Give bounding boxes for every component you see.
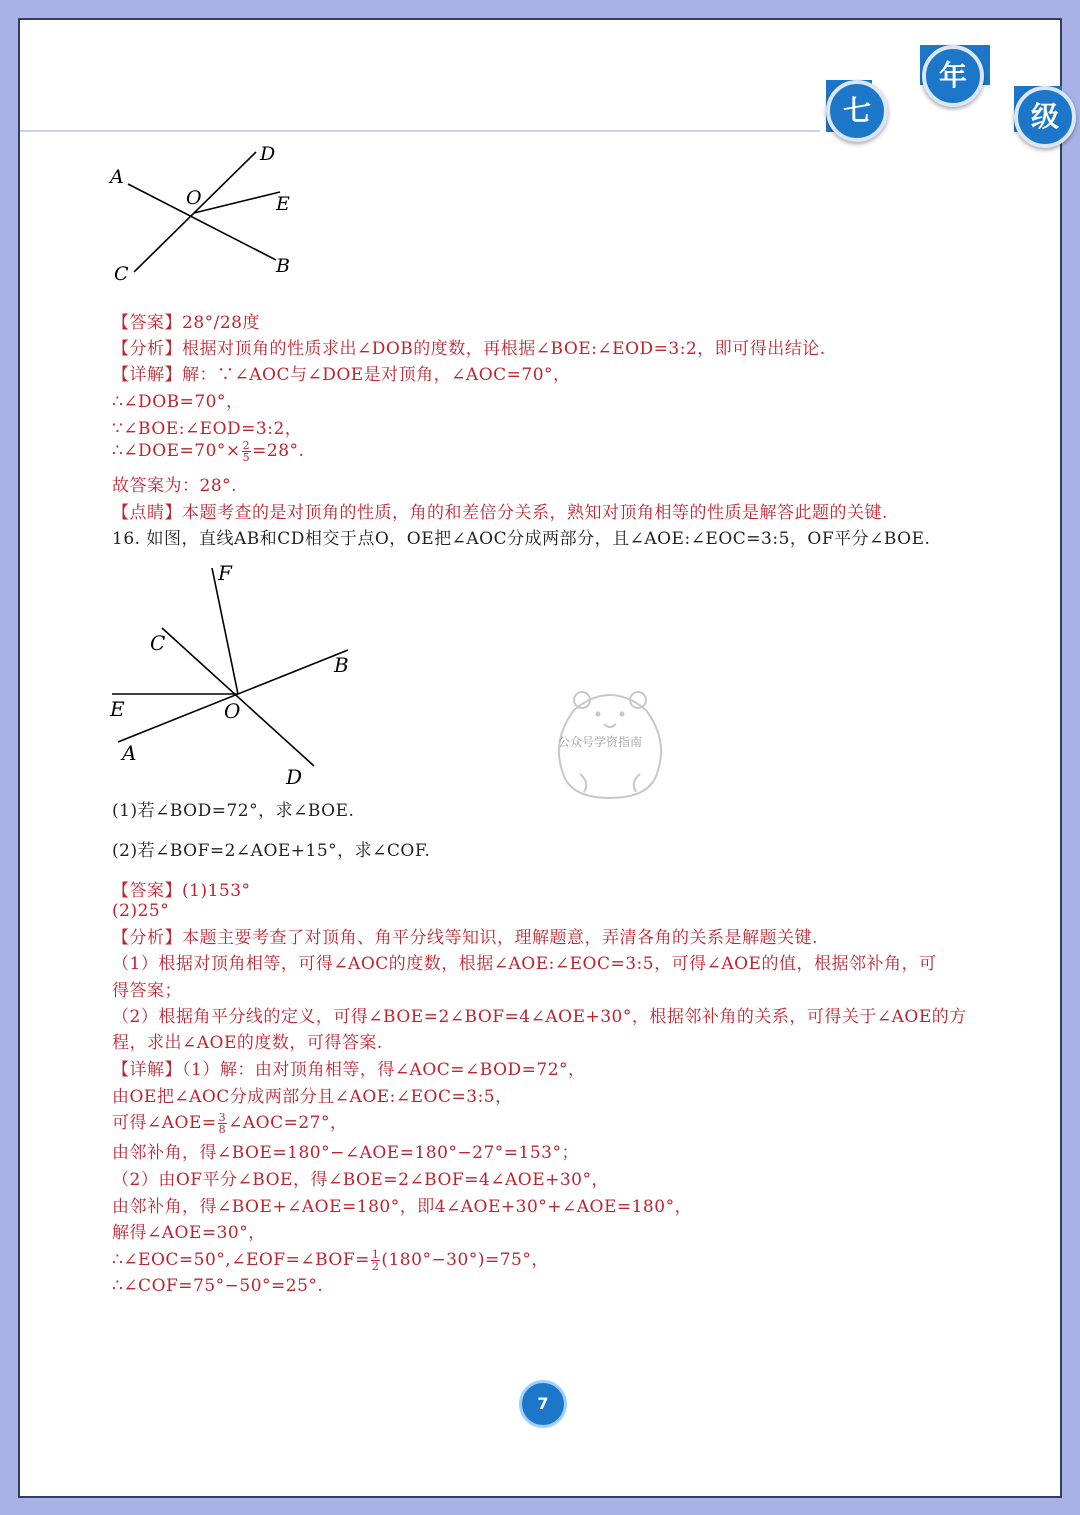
figure-2-label-e: E <box>110 697 125 721</box>
grade-badge-year: 年 <box>922 45 984 107</box>
q16-analysis: 本题主要考查了对顶角、角平分线等知识，理解题意，弄清各角的关系是解题关键. <box>182 928 818 948</box>
watermark-text: 公众号学资指南 <box>558 735 643 749</box>
figure-2-label-a: A <box>122 741 137 765</box>
q16-detail-3-pre: 可得∠AOE= <box>112 1113 217 1133</box>
figure-1-label-a: A <box>110 166 124 188</box>
q15-detail-line-4 <box>112 440 304 463</box>
q15-detail-line-5: 故答案为：28°. <box>112 476 238 496</box>
q16-stem: 16. 如图，直线AB和CD相交于点O，OE把∠AOC分成两部分，且∠AOE:∠EOC=3:5，OF平分∠BOE. <box>112 529 931 549</box>
q15-detail-line-3: ∵∠BOE:∠EOD=3:2， <box>112 419 303 439</box>
q15-answer-tag: 【答案】 <box>112 313 182 333</box>
q16-analysis-1a: （1）根据对顶角相等，可得∠AOC的度数，根据∠AOE:∠EOC=3:5，可得∠AOE的值，根据邻补角，可 <box>112 954 937 974</box>
q16-detail-3-post: ∠AOC=27°， <box>228 1113 348 1133</box>
q15-comment: 本题考查的是对顶角的性质，角的和差倍分关系，熟知对顶角相等的性质是解答此题的关键. <box>182 503 888 523</box>
q15-answer-line <box>112 308 260 333</box>
figure-1-label-d: D <box>260 143 276 165</box>
figure-1-label-e: E <box>276 193 290 215</box>
q15-analysis-tag: 【分析】 <box>112 339 182 359</box>
q16-part-1: (1)若∠BOD=72°，求∠BOE. <box>112 801 355 821</box>
q16-detail-line-5: （2）由OF平分∠BOE，得∠BOE=2∠BOF=4∠AOE+30°， <box>112 1170 609 1190</box>
q15-detail-tag: 【详解】 <box>112 365 182 385</box>
grade-badge-seven: 七 <box>826 80 888 142</box>
q15-detail-line-2: ∴∠DOB=70°， <box>112 392 244 412</box>
q16-detail-line-4: 由邻补角，得∠BOE=180°−∠AOE=180°−27°=153°； <box>112 1143 579 1163</box>
fraction-numerator: 1 <box>371 1248 380 1261</box>
figure-1-label-o: O <box>186 187 202 209</box>
q16-detail-line-9: ∴∠COF=75°−50°=25°. <box>112 1276 324 1296</box>
fraction-denominator: 5 <box>242 451 251 464</box>
q16-detail-line-2: 由OE把∠AOC分成两部分且∠AOE:∠EOC=3:5， <box>112 1087 513 1107</box>
page-number-badge: 7 <box>519 1380 567 1428</box>
q15-detail-line-1 <box>112 360 571 385</box>
fraction-numerator: 2 <box>242 439 251 452</box>
q16-part-2: (2)若∠BOF=2∠AOE+15°，求∠COF. <box>112 841 431 861</box>
q16-detail-line-3 <box>112 1108 347 1135</box>
q16-detail-line-1 <box>112 1055 586 1080</box>
q15-analysis-line <box>112 334 826 359</box>
q16-detail-8-post: (180°−30°)=75°， <box>381 1250 549 1270</box>
q16-answer-tag: 【答案】 <box>112 881 182 901</box>
figure-2-diagram <box>100 560 380 790</box>
figure-1-diagram <box>100 138 320 288</box>
q16-detail-1: （1）解：由对顶角相等，得∠AOC=∠BOD=72°， <box>182 1060 586 1080</box>
q15-detail-4-post: =28°. <box>252 441 305 461</box>
fraction-three-eighths <box>218 1112 228 1135</box>
figure-2-label-b: B <box>334 653 349 677</box>
q15-detail-4-pre: ∴∠DOE=70°× <box>112 441 241 461</box>
q16-analysis-tag: 【分析】 <box>112 928 182 948</box>
q16-analysis-1b: 得答案； <box>112 981 182 1001</box>
q16-analysis-2a: （2）根据角平分线的定义，可得∠BOE=2∠BOF=4∠AOE+30°，根据邻补角的关系，可得关于∠AOE的方 <box>112 1007 967 1027</box>
figure-2-label-d: D <box>286 765 303 789</box>
fraction-two-fifths <box>242 440 252 463</box>
q16-analysis-line <box>112 923 818 948</box>
q16-answer-line-2: (2)25° <box>112 901 170 921</box>
q15-answer: 28°/28度 <box>182 313 260 333</box>
q16-detail-line-6: 由邻补角，得∠BOE+∠AOE=180°，即4∠AOE+30°+∠AOE=180°， <box>112 1197 693 1217</box>
q16-detail-line-7: 解得∠AOE=30°， <box>112 1223 266 1243</box>
q16-answer-line-1 <box>112 876 251 901</box>
page-sheet <box>18 18 1062 1498</box>
fraction-one-half <box>371 1249 381 1272</box>
figure-2-label-c: C <box>150 631 166 655</box>
q16-detail-tag: 【详解】 <box>112 1060 182 1080</box>
q16-detail-line-8 <box>112 1245 549 1272</box>
fraction-numerator: 3 <box>218 1111 227 1124</box>
q15-comment-line <box>112 498 888 523</box>
figure-1-label-b: B <box>276 255 290 277</box>
grade-badge-level: 级 <box>1014 86 1076 148</box>
figure-2-label-f: F <box>218 561 232 585</box>
header-rule <box>20 130 820 132</box>
figure-2-label-o: O <box>224 699 241 723</box>
q15-comment-tag: 【点睛】 <box>112 503 182 523</box>
figure-1-label-c: C <box>114 263 129 285</box>
q16-answer-1: (1)153° <box>182 881 251 901</box>
fraction-denominator: 8 <box>218 1123 227 1136</box>
q15-detail-1: 解：∵∠AOC与∠DOE是对顶角，∠AOC=70°， <box>182 365 571 385</box>
fraction-denominator: 2 <box>371 1260 380 1273</box>
q16-analysis-2b: 程，求出∠AOE的度数，可得答案. <box>112 1033 383 1053</box>
q16-detail-8-pre: ∴∠EOC=50°,∠EOF=∠BOF= <box>112 1250 370 1270</box>
q15-analysis: 根据对顶角的性质求出∠DOB的度数，再根据∠BOE:∠EOD=3:2，即可得出结论. <box>182 339 826 359</box>
